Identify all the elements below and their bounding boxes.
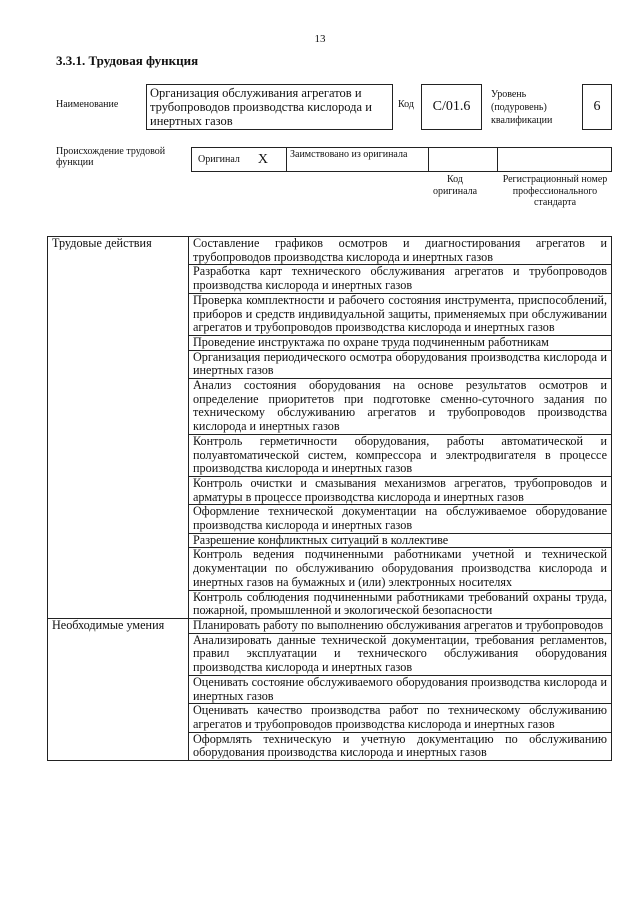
list-item: Контроль герметичности оборудования, работы автоматической и полуавтоматической систем, компрессора и электродвигателя в процессе производства кислорода и инертных газов	[189, 434, 612, 476]
list-item: Разработка карт технического обслуживания агрегатов и трубопроводов производства кислорода и инертных газов	[189, 265, 612, 293]
table-row	[48, 237, 612, 265]
list-item: Проведение инструктажа по охране труда подчиненным работникам	[189, 335, 612, 350]
list-item: Оформление технической документации на обслуживаемое оборудование производства кислорода и инертных газов	[189, 505, 612, 533]
list-item: Организация периодического осмотра оборудования производства кислорода и инертных газов	[189, 350, 612, 378]
list-item: Оформлять техническую и учетную документацию по обслуживанию оборудования производства кислорода и инертных газов	[189, 732, 612, 760]
list-item: Планировать работу по выполнению обслуживания агрегатов и трубопроводов	[189, 618, 612, 633]
list-item: Анализ состояния оборудования на основе результатов осмотров и определение приоритетов при подготовке сменно-суточного задания по техническому обслуживанию агрегатов и трубопроводов производства кислорода и инертных газов	[189, 379, 612, 435]
name-label: Наименование	[56, 99, 119, 110]
list-item: Контроль соблюдения подчиненными работниками требований охраны труда, пожарной, промышленной и экологической безопасности	[189, 590, 612, 618]
code-label: Код	[398, 99, 414, 110]
borrowed-label: Заимствовано из оригинала	[287, 148, 429, 171]
section-title: 3.3.1. Трудовая функция	[56, 53, 199, 68]
reg-number-cell	[498, 148, 611, 171]
origin-label: Происхождение трудовой функции	[56, 146, 166, 168]
table-row	[48, 618, 612, 633]
list-item: Контроль очистки и смазывания механизмов агрегатов, трубопроводов и арматуры в процессе производства кислорода и инертных газов	[189, 476, 612, 504]
list-item: Контроль ведения подчиненными работниками учетной и технической документации по обслуживанию оборудования производства кислорода и инертных газов на бумажных и (или) электронных носителях	[189, 548, 612, 590]
origin-original-cell	[192, 148, 287, 171]
list-item: Оценивать состояние обслуживаемого оборудования производства кислорода и инертных газов	[189, 675, 612, 703]
section-label: Необходимые умения	[48, 618, 189, 760]
original-mark: X	[257, 151, 269, 167]
level-label: Уровень (подуровень) квалификации	[491, 89, 553, 126]
list-item: Проверка комплектности и рабочего состояния инструмента, приспособлений, приборов и средств индивидуальной защиты, применяемых при обслуживании агрегатов и трубопроводов производства кислорода и инертных газов	[189, 293, 612, 335]
section-label: Трудовые действия	[48, 237, 189, 619]
reg-number-caption: Регистрационный номер профессионального стандарта	[502, 174, 608, 208]
origin-table	[191, 147, 612, 172]
code-original-caption: Код оригинала	[432, 174, 478, 197]
page-number: 13	[314, 33, 326, 45]
qualification-level: 6	[582, 84, 612, 130]
code-original-cell	[429, 148, 498, 171]
function-code: С/01.6	[421, 84, 482, 130]
original-label: Оригинал	[198, 154, 240, 165]
list-item: Составление графиков осмотров и диагностирования агрегатов и трубопроводов производства кислорода и инертных газов	[189, 237, 612, 265]
list-item: Оценивать качество производства работ по техническому обслуживанию агрегатов и трубопроводов производства кислорода и инертных газов	[189, 704, 612, 732]
list-item: Разрешение конфликтных ситуаций в коллективе	[189, 533, 612, 548]
labor-function-table	[47, 236, 612, 761]
function-name: Организация обслуживания агрегатов и трубопроводов производства кислорода и инертных газов	[146, 84, 393, 130]
list-item: Анализировать данные технической документации, требования регламентов, правил эксплуатации и технического обслуживания оборудования производства кислорода и инертных газов	[189, 633, 612, 675]
